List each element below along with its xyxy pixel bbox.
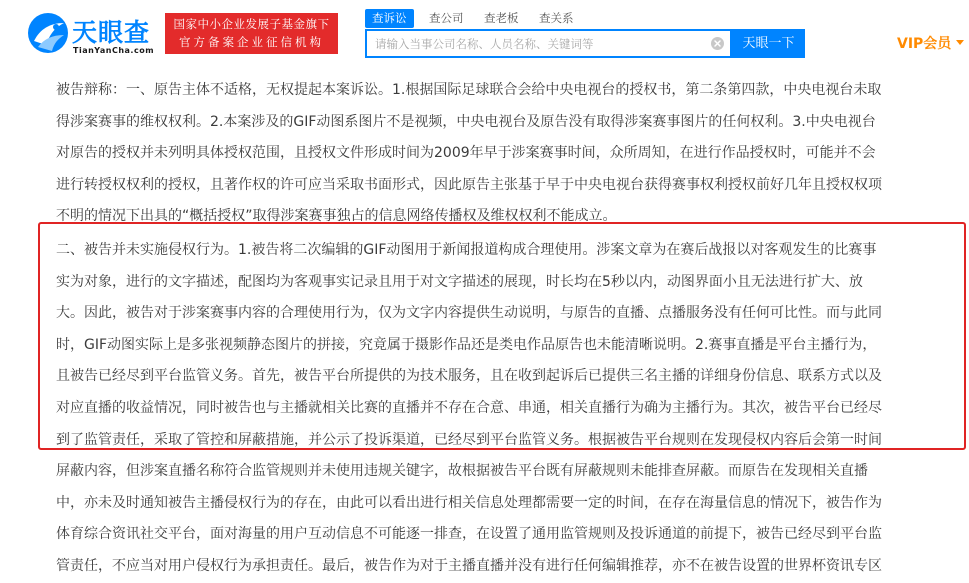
badge-line-2: 官方备案企业征信机构 <box>179 35 324 49</box>
search-input[interactable] <box>367 31 715 56</box>
logo[interactable] <box>26 9 156 59</box>
logo-domain: TianYanCha.com <box>73 46 155 55</box>
tab-boss[interactable]: 查老板 <box>484 11 519 25</box>
text-line: 实为对象，进行的文字描述，配图均为客观事实记录且用于对文字描述的展现，时长均在5秒以内，动图界面小且无法进行扩大、放 <box>56 273 863 290</box>
judgment-content <box>0 70 969 574</box>
text-line: 二、被告并未实施侵权行为。1.被告将二次编辑的GIF动图用于新闻报道构成合理使用。涉案文章为在赛后战报以对客观发生的比赛事 <box>56 242 877 258</box>
text-line: 进行转授权权利的授权，且著作权的许可应当采取书面形式，因此原告主张基于早于中央电视台获得赛事权利授权前好几年且授权权项 <box>56 176 882 193</box>
vip-label: VIP会员 <box>897 36 952 52</box>
search-button[interactable]: 天眼一下 <box>732 29 805 58</box>
caret-down-icon <box>956 40 964 45</box>
text-line: 时，GIF动图实际上是多张视频静态图片的拼接，究竟属于摄影作品还是类电作品原告也未能清晰说明。2.赛事直播是平台主播行为， <box>56 336 877 353</box>
text-line: 且被告已经尽到平台监管义务。首先，被告平台所提供的为技术服务，且在收到起诉后已提供三名主播的详细身份信息、联系方式以及 <box>56 368 882 385</box>
tianyancha-logo-icon <box>26 11 70 55</box>
text-line: 被告辩称：一、原告主体不适格，无权提起本案诉讼。1.根据国际足球联合会给中央电视台的授权书，第二条第四款，中央电视台未取 <box>56 82 882 98</box>
text-line: 不明的情况下出具的“概括授权”取得涉案赛事独占的信息网络传播权及维权权利不能成立。 <box>56 208 617 225</box>
text-line: 对应直播的收益情况，同时被告也与主播就相关比赛的直播并不存在合意、串通，相关直播行为确为主播行为。其次，被告平台已经尽 <box>56 399 882 416</box>
defendant-argument-paragraph-1 <box>56 75 950 233</box>
badge-line-1: 国家中小企业发展子基金旗下 <box>173 17 330 31</box>
vip-member-menu[interactable] <box>897 33 964 53</box>
text-line: 中，亦未及时通知被告主播侵权行为的存在，由此可以看出进行相关信息处理都需要一定的时间，在存在海量信息的情况下，被告作为 <box>56 494 882 511</box>
logo-text: 天眼查 <box>72 18 151 47</box>
text-line: 得涉案赛事的维权权利。2.本案涉及的GIF动图系图片不是视频，中央电视台及原告没有取得涉案赛事图片的任何权利。3.中央电视台 <box>56 113 876 130</box>
tab-lawsuit[interactable]: 查诉讼 <box>365 9 414 28</box>
site-header <box>0 0 969 71</box>
text-line: 对原告的授权并未列明具体授权范围，且授权文件形成时间为2009年早于涉案赛事时间，众所周知，在进行作品授权时，可能并不会 <box>56 145 876 162</box>
clear-circle-icon[interactable] <box>711 37 724 50</box>
text-line: 到了监管责任，采取了管控和屏蔽措施，并公示了投诉渠道，已经尽到平台监管义务。根据被告平台规则在发现侵权内容后会第一时间 <box>56 431 882 448</box>
official-badge <box>165 13 338 54</box>
text-line: 体育综合资讯社交平台，面对海量的用户互动信息不可能逐一排查，在设置了通用监管规则及投诉通道的前提下，被告已经尽到平台监 <box>56 526 882 543</box>
search-box <box>365 29 732 58</box>
text-line: 大。因此，被告对于涉案赛事内容的合理使用行为，仅为文字内容提供生动说明，与原告的直播、点播服务没有任何可比性。而与此同 <box>56 305 882 322</box>
text-line: 管责任，不应当对用户侵权行为承担责任。最后，被告作为对于主播直播并没有进行任何编辑推荐，亦不在被告设置的世界杯资讯专区 <box>56 557 882 574</box>
tab-company[interactable]: 查公司 <box>429 11 464 25</box>
defendant-argument-paragraph-2 <box>56 235 950 583</box>
text-line: 屏蔽内容，但涉案直播名称符合监管规则并未使用违规关键字，故根据被告平台既有屏蔽规则未能排查屏蔽。而原告在发现相关直播 <box>56 463 868 480</box>
tab-relation[interactable]: 查关系 <box>539 11 574 25</box>
